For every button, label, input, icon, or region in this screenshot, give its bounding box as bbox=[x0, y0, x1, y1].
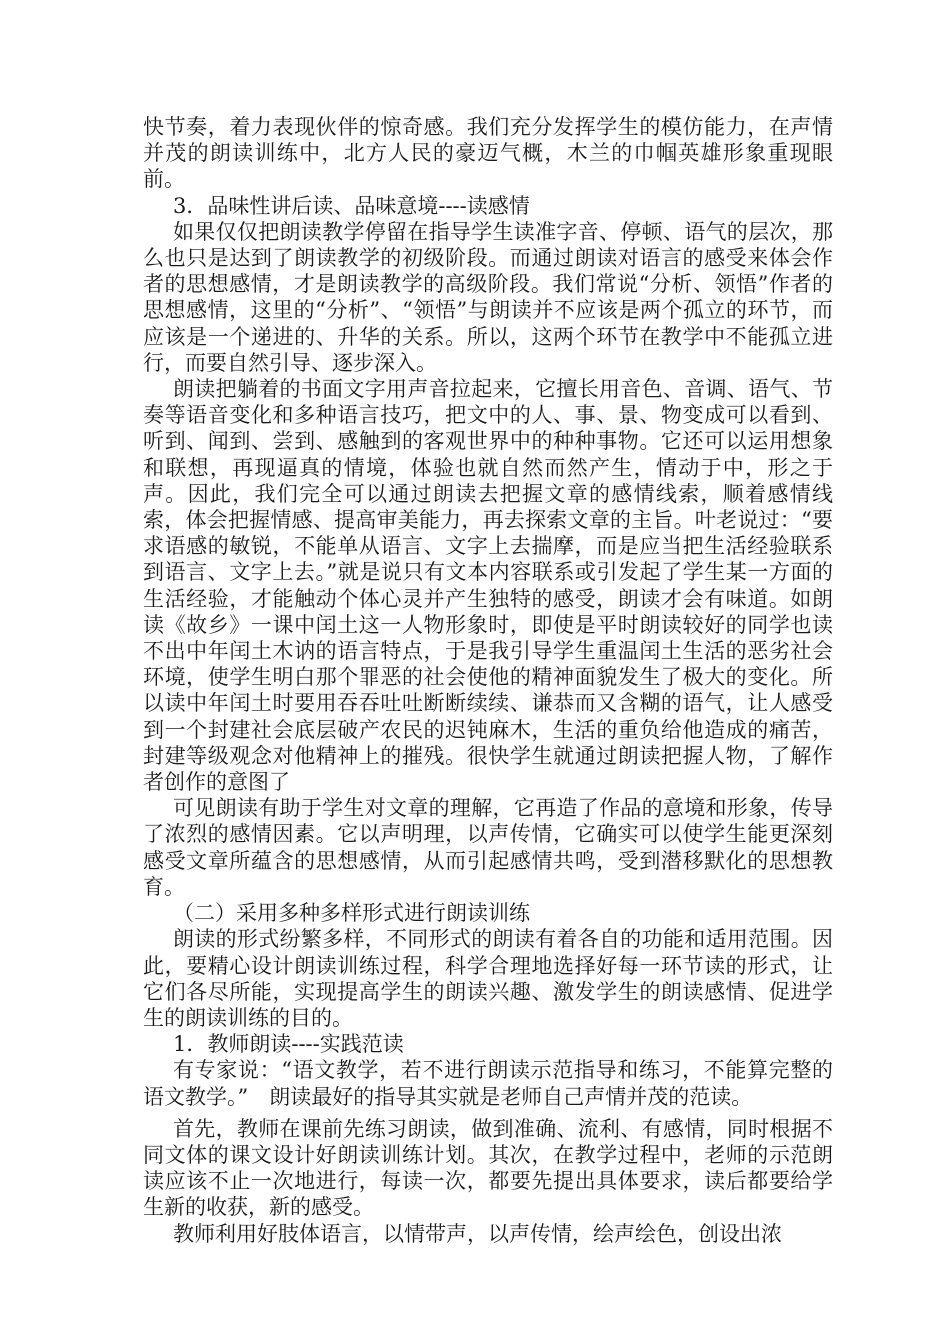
section-heading-2: （二）采用多种多样形式进行朗读训练 bbox=[173, 901, 530, 926]
paragraph-continuation: 快节奏，着力表现伙伴的惊奇感。我们充分发挥学生的模仿能力，在声情并茂的朗读训练中，北方人民的豪迈气概，木兰的巾帼英雄形象重现眼前。 bbox=[143, 115, 833, 192]
section-heading-1: 1．教师朗读----实践范读 bbox=[173, 1032, 404, 1057]
paragraph: 如果仅仅把朗读教学停留在指导学生读准字音、停顿、语气的层次，那么也只是达到了朗读教学的初级阶段。而通过朗读对语言的感受来体会作者的思想感情，才是朗读教学的高级阶段。我们常说“分析、领悟”作者的思想感情，这里的“分析”、“领悟”与朗读并不应该是两个孤立的环节，而应该是一个递进的、升华的关系。所以，这两个环节在教学中不能孤立进行，而要自然引导、逐步深入。 bbox=[143, 219, 833, 375]
paragraph: 有专家说：“语文教学，若不进行朗读示范指导和练习，不能算完整的语文教学。” 朗读最好的指导其实就是老师自己声情并茂的范读。 bbox=[143, 1058, 833, 1109]
paragraph: 朗读把躺着的书面文字用声音拉起来，它擅长用音色、音调、语气、节奏等语音变化和多种语言技巧，把文中的人、事、景、物变成可以看到、听到、闻到、尝到、感触到的客观世界中的种种事物。它还可以运用想象和联想，再现逼真的情境，体验也就自然而然产生，情动于中，形之于声。因此，我们完全可以通过朗读去把握文章的感情线索，顺着感情线索，体会把握情感、提高审美能力，再去探索文章的主旨。叶老说过：“要求语感的敏锐，不能单从语言、文字上去揣摩，而是应当把生活经验联系到语言、文字上去。”就是说只有文本内容联系或引发起了学生某一方面的生活经验，才能触动个体心灵并产生独特的感受，朗读才会有味道。如朗读《故乡》一课中闰土这一人物形象时，即使是平时朗读较好的同学也读不出中年闰土木讷的语言特点，于是我引导学生重温闰土生活的恶劣社会环境，使学生明白那个罪恶的社会使他的精神面貌发生了极大的变化。所以读中年闰土时要用吞吞吐吐断断续续、谦恭而又含糊的语气，让人感受到一个封建社会底层破产农民的迟钝麻木，生活的重负给他造成的痛苦，封建等级观念对他精神上的摧残。很快学生就通过朗读把握人物，了解作者创作的意图了 bbox=[143, 377, 833, 795]
paragraph: 可见朗读有助于学生对文章的理解，它再造了作品的意境和形象，传导了浓烈的感情因素。它以声明理，以声传情，它确实可以使学生能更深刻感受文章所蕴含的思想感情，从而引起感情共鸣，受到潜移默化的思想教育。 bbox=[143, 796, 833, 899]
section-heading-3: 3．品味性讲后读、品味意境----读感情 bbox=[173, 193, 530, 218]
paragraph: 朗读的形式纷繁多样，不同形式的朗读有着各自的功能和适用范围。因此，要精心设计朗读训练过程，科学合理地选择好每一环节读的形式，让它们各尽所能，实现提高学生的朗读兴趣、激发学生的朗读感情、促进学生的朗读训练的目的。 bbox=[143, 927, 833, 1030]
body-text bbox=[143, 114, 833, 1247]
paragraph: 首先，教师在课前先练习朗读，做到准确、流利、有感情，同时根据不同文体的课文设计好朗读训练计划。其次，在教学过程中，老师的示范朗读应该不止一次地进行，每读一次，都要先提出具体要求，读后都要给学生新的收获，新的感受。 bbox=[143, 1116, 833, 1220]
paragraph: 教师利用好肢体语言，以情带声，以声传情，绘声绘色，创设出浓 bbox=[173, 1221, 782, 1246]
